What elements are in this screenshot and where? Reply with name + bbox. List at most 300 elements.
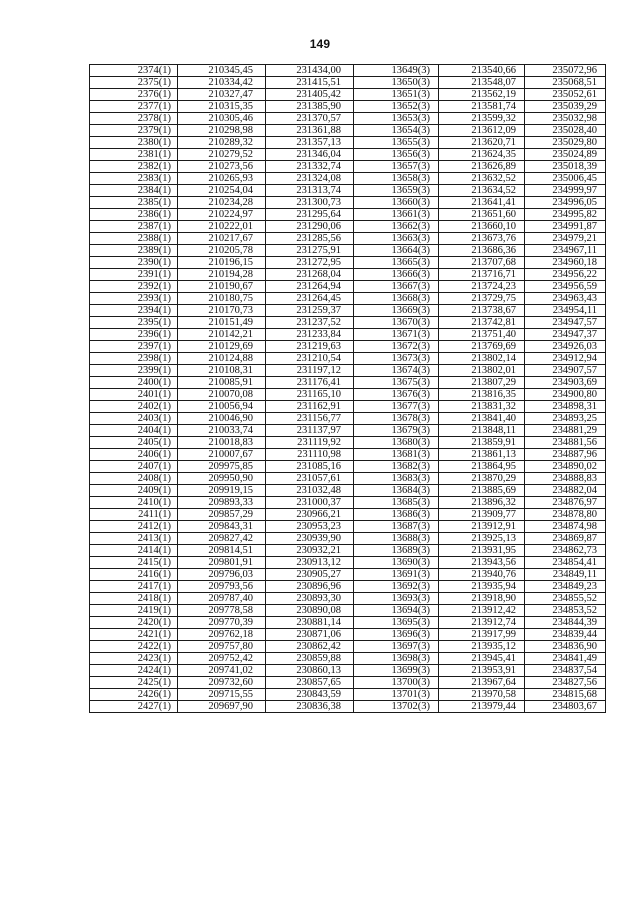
y-coordinate-cell: 230862,42 (266, 641, 354, 653)
point-id-cell: 2416(1) (90, 569, 178, 581)
y-coordinate-cell: 231290,06 (266, 221, 354, 233)
y-coordinate-cell: 234827,56 (525, 677, 606, 689)
table-row (90, 545, 606, 557)
y-coordinate-cell: 231165,10 (266, 389, 354, 401)
x-coordinate-cell: 213599,32 (439, 113, 525, 125)
table-row (90, 521, 606, 533)
table-row (90, 461, 606, 473)
point-id-cell: 13693(3) (354, 593, 439, 605)
x-coordinate-cell: 209827,42 (178, 533, 266, 545)
table-row (90, 473, 606, 485)
point-id-cell: 2424(1) (90, 665, 178, 677)
y-coordinate-cell: 234854,41 (525, 557, 606, 569)
x-coordinate-cell: 210129,69 (178, 341, 266, 353)
y-coordinate-cell: 231233,84 (266, 329, 354, 341)
y-coordinate-cell: 231110,98 (266, 449, 354, 461)
point-id-cell: 2427(1) (90, 701, 178, 713)
point-id-cell: 2376(1) (90, 89, 178, 101)
y-coordinate-cell: 234803,67 (525, 701, 606, 713)
point-id-cell: 13652(3) (354, 101, 439, 113)
point-id-cell: 13682(3) (354, 461, 439, 473)
point-id-cell: 13671(3) (354, 329, 439, 341)
table-row (90, 365, 606, 377)
x-coordinate-cell: 213909,77 (439, 509, 525, 521)
y-coordinate-cell: 231434,00 (266, 65, 354, 77)
y-coordinate-cell: 234876,97 (525, 497, 606, 509)
point-id-cell: 13688(3) (354, 533, 439, 545)
x-coordinate-cell: 209778,58 (178, 605, 266, 617)
x-coordinate-cell: 213967,64 (439, 677, 525, 689)
table-row (90, 581, 606, 593)
y-coordinate-cell: 231085,16 (266, 461, 354, 473)
x-coordinate-cell: 210334,42 (178, 77, 266, 89)
point-id-cell: 2395(1) (90, 317, 178, 329)
y-coordinate-cell: 230953,23 (266, 521, 354, 533)
x-coordinate-cell: 213651,60 (439, 209, 525, 221)
table-row (90, 497, 606, 509)
table-row (90, 101, 606, 113)
y-coordinate-cell: 234874,98 (525, 521, 606, 533)
point-id-cell: 2406(1) (90, 449, 178, 461)
y-coordinate-cell: 231332,74 (266, 161, 354, 173)
point-id-cell: 2417(1) (90, 581, 178, 593)
x-coordinate-cell: 209787,40 (178, 593, 266, 605)
point-id-cell: 13663(3) (354, 233, 439, 245)
y-coordinate-cell: 235018,39 (525, 161, 606, 173)
y-coordinate-cell: 234900,80 (525, 389, 606, 401)
x-coordinate-cell: 210180,75 (178, 293, 266, 305)
point-id-cell: 13683(3) (354, 473, 439, 485)
page-number: 149 (309, 37, 331, 51)
point-id-cell: 2382(1) (90, 161, 178, 173)
table-row (90, 233, 606, 245)
point-id-cell: 13681(3) (354, 449, 439, 461)
x-coordinate-cell: 210018,83 (178, 437, 266, 449)
y-coordinate-cell: 234956,59 (525, 281, 606, 293)
table-row (90, 353, 606, 365)
table-row (90, 329, 606, 341)
table-row (90, 221, 606, 233)
point-id-cell: 13696(3) (354, 629, 439, 641)
y-coordinate-cell: 234967,11 (525, 245, 606, 257)
x-coordinate-cell: 210196,15 (178, 257, 266, 269)
point-id-cell: 13657(3) (354, 161, 439, 173)
table-row (90, 485, 606, 497)
x-coordinate-cell: 213802,14 (439, 353, 525, 365)
y-coordinate-cell: 231268,04 (266, 269, 354, 281)
point-id-cell: 2413(1) (90, 533, 178, 545)
y-coordinate-cell: 231295,64 (266, 209, 354, 221)
y-coordinate-cell: 234995,82 (525, 209, 606, 221)
point-id-cell: 2392(1) (90, 281, 178, 293)
x-coordinate-cell: 213979,44 (439, 701, 525, 713)
y-coordinate-cell: 234926,03 (525, 341, 606, 353)
x-coordinate-cell: 209814,51 (178, 545, 266, 557)
table-row (90, 209, 606, 221)
point-id-cell: 2379(1) (90, 125, 178, 137)
point-id-cell: 13690(3) (354, 557, 439, 569)
point-id-cell: 13700(3) (354, 677, 439, 689)
point-id-cell: 2409(1) (90, 485, 178, 497)
x-coordinate-cell: 213624,35 (439, 149, 525, 161)
point-id-cell: 13654(3) (354, 125, 439, 137)
y-coordinate-cell: 234839,44 (525, 629, 606, 641)
y-coordinate-cell: 235068,51 (525, 77, 606, 89)
y-coordinate-cell: 234887,96 (525, 449, 606, 461)
y-coordinate-cell: 234855,52 (525, 593, 606, 605)
point-id-cell: 13676(3) (354, 389, 439, 401)
x-coordinate-cell: 209752,42 (178, 653, 266, 665)
table-row (90, 161, 606, 173)
y-coordinate-cell: 235028,40 (525, 125, 606, 137)
x-coordinate-cell: 209770,39 (178, 617, 266, 629)
point-id-cell: 2396(1) (90, 329, 178, 341)
point-id-cell: 13672(3) (354, 341, 439, 353)
x-coordinate-cell: 213935,12 (439, 641, 525, 653)
x-coordinate-cell: 213686,36 (439, 245, 525, 257)
x-coordinate-cell: 210315,35 (178, 101, 266, 113)
x-coordinate-cell: 213738,67 (439, 305, 525, 317)
y-coordinate-cell: 234869,87 (525, 533, 606, 545)
x-coordinate-cell: 210289,32 (178, 137, 266, 149)
table-row (90, 173, 606, 185)
y-coordinate-cell: 231385,90 (266, 101, 354, 113)
point-id-cell: 13662(3) (354, 221, 439, 233)
y-coordinate-cell: 234960,18 (525, 257, 606, 269)
x-coordinate-cell: 209796,03 (178, 569, 266, 581)
table-row (90, 569, 606, 581)
x-coordinate-cell: 213742,81 (439, 317, 525, 329)
y-coordinate-cell: 231415,51 (266, 77, 354, 89)
x-coordinate-cell: 213729,75 (439, 293, 525, 305)
point-id-cell: 2405(1) (90, 437, 178, 449)
y-coordinate-cell: 234841,49 (525, 653, 606, 665)
x-coordinate-cell: 213620,71 (439, 137, 525, 149)
y-coordinate-cell: 231324,08 (266, 173, 354, 185)
point-id-cell: 2380(1) (90, 137, 178, 149)
point-id-cell: 2423(1) (90, 653, 178, 665)
y-coordinate-cell: 230896,96 (266, 581, 354, 593)
x-coordinate-cell: 213769,69 (439, 341, 525, 353)
x-coordinate-cell: 213581,74 (439, 101, 525, 113)
y-coordinate-cell: 235072,96 (525, 65, 606, 77)
y-coordinate-cell: 235052,61 (525, 89, 606, 101)
point-id-cell: 13656(3) (354, 149, 439, 161)
x-coordinate-cell: 213548,07 (439, 77, 525, 89)
x-coordinate-cell: 210224,97 (178, 209, 266, 221)
y-coordinate-cell: 235029,80 (525, 137, 606, 149)
x-coordinate-cell: 213931,95 (439, 545, 525, 557)
coordinate-table-body (90, 65, 606, 713)
x-coordinate-cell: 210194,28 (178, 269, 266, 281)
y-coordinate-cell: 231264,94 (266, 281, 354, 293)
point-id-cell: 2420(1) (90, 617, 178, 629)
x-coordinate-cell: 213859,91 (439, 437, 525, 449)
x-coordinate-cell: 213626,89 (439, 161, 525, 173)
point-id-cell: 13699(3) (354, 665, 439, 677)
point-id-cell: 2386(1) (90, 209, 178, 221)
table-row (90, 653, 606, 665)
x-coordinate-cell: 213634,52 (439, 185, 525, 197)
y-coordinate-cell: 234954,11 (525, 305, 606, 317)
y-coordinate-cell: 234903,69 (525, 377, 606, 389)
point-id-cell: 13689(3) (354, 545, 439, 557)
point-id-cell: 2377(1) (90, 101, 178, 113)
x-coordinate-cell: 210273,56 (178, 161, 266, 173)
y-coordinate-cell: 231197,12 (266, 365, 354, 377)
table-row (90, 689, 606, 701)
point-id-cell: 13667(3) (354, 281, 439, 293)
point-id-cell: 2422(1) (90, 641, 178, 653)
point-id-cell: 13678(3) (354, 413, 439, 425)
point-id-cell: 2384(1) (90, 185, 178, 197)
y-coordinate-cell: 234893,25 (525, 413, 606, 425)
point-id-cell: 13670(3) (354, 317, 439, 329)
point-id-cell: 13664(3) (354, 245, 439, 257)
point-id-cell: 13680(3) (354, 437, 439, 449)
point-id-cell: 13650(3) (354, 77, 439, 89)
x-coordinate-cell: 213945,41 (439, 653, 525, 665)
x-coordinate-cell: 210254,04 (178, 185, 266, 197)
x-coordinate-cell: 213861,13 (439, 449, 525, 461)
x-coordinate-cell: 209741,02 (178, 665, 266, 677)
point-id-cell: 13701(3) (354, 689, 439, 701)
y-coordinate-cell: 231000,37 (266, 497, 354, 509)
x-coordinate-cell: 210151,49 (178, 317, 266, 329)
table-row (90, 149, 606, 161)
y-coordinate-cell: 231346,04 (266, 149, 354, 161)
y-coordinate-cell: 231361,88 (266, 125, 354, 137)
point-id-cell: 2394(1) (90, 305, 178, 317)
x-coordinate-cell: 209950,90 (178, 473, 266, 485)
x-coordinate-cell: 213970,58 (439, 689, 525, 701)
point-id-cell: 13669(3) (354, 305, 439, 317)
y-coordinate-cell: 230871,06 (266, 629, 354, 641)
point-id-cell: 2426(1) (90, 689, 178, 701)
table-row (90, 113, 606, 125)
x-coordinate-cell: 213864,95 (439, 461, 525, 473)
point-id-cell: 13649(3) (354, 65, 439, 77)
x-coordinate-cell: 210007,67 (178, 449, 266, 461)
x-coordinate-cell: 210327,47 (178, 89, 266, 101)
table-row (90, 629, 606, 641)
x-coordinate-cell: 210222,01 (178, 221, 266, 233)
x-coordinate-cell: 209757,80 (178, 641, 266, 653)
point-id-cell: 2404(1) (90, 425, 178, 437)
point-id-cell: 2403(1) (90, 413, 178, 425)
y-coordinate-cell: 230966,21 (266, 509, 354, 521)
y-coordinate-cell: 234853,52 (525, 605, 606, 617)
y-coordinate-cell: 230836,38 (266, 701, 354, 713)
y-coordinate-cell: 230913,12 (266, 557, 354, 569)
point-id-cell: 2397(1) (90, 341, 178, 353)
x-coordinate-cell: 213562,19 (439, 89, 525, 101)
y-coordinate-cell: 231300,73 (266, 197, 354, 209)
y-coordinate-cell: 230859,88 (266, 653, 354, 665)
point-id-cell: 2411(1) (90, 509, 178, 521)
y-coordinate-cell: 235024,89 (525, 149, 606, 161)
x-coordinate-cell: 209801,91 (178, 557, 266, 569)
x-coordinate-cell: 209975,85 (178, 461, 266, 473)
point-id-cell: 2425(1) (90, 677, 178, 689)
table-row (90, 65, 606, 77)
y-coordinate-cell: 234836,90 (525, 641, 606, 653)
y-coordinate-cell: 230890,08 (266, 605, 354, 617)
y-coordinate-cell: 234956,22 (525, 269, 606, 281)
y-coordinate-cell: 235039,29 (525, 101, 606, 113)
x-coordinate-cell: 213816,35 (439, 389, 525, 401)
x-coordinate-cell: 210056,94 (178, 401, 266, 413)
x-coordinate-cell: 213940,76 (439, 569, 525, 581)
point-id-cell: 13658(3) (354, 173, 439, 185)
point-id-cell: 13677(3) (354, 401, 439, 413)
x-coordinate-cell: 210033,74 (178, 425, 266, 437)
table-row (90, 425, 606, 437)
y-coordinate-cell: 234849,11 (525, 569, 606, 581)
y-coordinate-cell: 230857,65 (266, 677, 354, 689)
y-coordinate-cell: 234878,80 (525, 509, 606, 521)
table-row (90, 401, 606, 413)
y-coordinate-cell: 234991,87 (525, 221, 606, 233)
table-row (90, 509, 606, 521)
x-coordinate-cell: 213612,09 (439, 125, 525, 137)
point-id-cell: 13686(3) (354, 509, 439, 521)
point-id-cell: 13653(3) (354, 113, 439, 125)
table-row (90, 617, 606, 629)
x-coordinate-cell: 209762,18 (178, 629, 266, 641)
coordinate-table (89, 64, 606, 713)
x-coordinate-cell: 209843,31 (178, 521, 266, 533)
y-coordinate-cell: 231156,77 (266, 413, 354, 425)
y-coordinate-cell: 230893,30 (266, 593, 354, 605)
table-row (90, 89, 606, 101)
point-id-cell: 2415(1) (90, 557, 178, 569)
y-coordinate-cell: 234888,83 (525, 473, 606, 485)
x-coordinate-cell: 210046,90 (178, 413, 266, 425)
table-row (90, 605, 606, 617)
y-coordinate-cell: 231162,91 (266, 401, 354, 413)
y-coordinate-cell: 230939,90 (266, 533, 354, 545)
y-coordinate-cell: 234837,54 (525, 665, 606, 677)
point-id-cell: 2391(1) (90, 269, 178, 281)
point-id-cell: 2385(1) (90, 197, 178, 209)
point-id-cell: 13695(3) (354, 617, 439, 629)
point-id-cell: 2398(1) (90, 353, 178, 365)
x-coordinate-cell: 210070,08 (178, 389, 266, 401)
y-coordinate-cell: 230905,27 (266, 569, 354, 581)
y-coordinate-cell: 231057,61 (266, 473, 354, 485)
x-coordinate-cell: 213831,32 (439, 401, 525, 413)
point-id-cell: 2414(1) (90, 545, 178, 557)
y-coordinate-cell: 234882,04 (525, 485, 606, 497)
point-id-cell: 13659(3) (354, 185, 439, 197)
y-coordinate-cell: 234996,05 (525, 197, 606, 209)
x-coordinate-cell: 210345,45 (178, 65, 266, 77)
x-coordinate-cell: 213807,29 (439, 377, 525, 389)
y-coordinate-cell: 231275,91 (266, 245, 354, 257)
x-coordinate-cell: 209793,56 (178, 581, 266, 593)
y-coordinate-cell: 231219,63 (266, 341, 354, 353)
y-coordinate-cell: 231032,48 (266, 485, 354, 497)
y-coordinate-cell: 234881,29 (525, 425, 606, 437)
table-row (90, 317, 606, 329)
x-coordinate-cell: 209697,90 (178, 701, 266, 713)
x-coordinate-cell: 210234,28 (178, 197, 266, 209)
point-id-cell: 2375(1) (90, 77, 178, 89)
y-coordinate-cell: 230843,59 (266, 689, 354, 701)
y-coordinate-cell: 234979,21 (525, 233, 606, 245)
table-row (90, 557, 606, 569)
point-id-cell: 13702(3) (354, 701, 439, 713)
x-coordinate-cell: 210142,21 (178, 329, 266, 341)
x-coordinate-cell: 210085,91 (178, 377, 266, 389)
y-coordinate-cell: 234862,73 (525, 545, 606, 557)
point-id-cell: 13692(3) (354, 581, 439, 593)
point-id-cell: 13668(3) (354, 293, 439, 305)
point-id-cell: 2400(1) (90, 377, 178, 389)
point-id-cell: 2387(1) (90, 221, 178, 233)
y-coordinate-cell: 234890,02 (525, 461, 606, 473)
x-coordinate-cell: 209732,60 (178, 677, 266, 689)
point-id-cell: 2390(1) (90, 257, 178, 269)
point-id-cell: 13697(3) (354, 641, 439, 653)
point-id-cell: 13665(3) (354, 257, 439, 269)
x-coordinate-cell: 210170,73 (178, 305, 266, 317)
x-coordinate-cell: 209857,29 (178, 509, 266, 521)
x-coordinate-cell: 213953,91 (439, 665, 525, 677)
x-coordinate-cell: 213707,68 (439, 257, 525, 269)
point-id-cell: 13673(3) (354, 353, 439, 365)
y-coordinate-cell: 231357,13 (266, 137, 354, 149)
point-id-cell: 13691(3) (354, 569, 439, 581)
y-coordinate-cell: 235006,45 (525, 173, 606, 185)
point-id-cell: 2401(1) (90, 389, 178, 401)
point-id-cell: 13651(3) (354, 89, 439, 101)
x-coordinate-cell: 213841,40 (439, 413, 525, 425)
point-id-cell: 2410(1) (90, 497, 178, 509)
x-coordinate-cell: 213632,52 (439, 173, 525, 185)
x-coordinate-cell: 213716,71 (439, 269, 525, 281)
point-id-cell: 2378(1) (90, 113, 178, 125)
point-id-cell: 13675(3) (354, 377, 439, 389)
point-id-cell: 2402(1) (90, 401, 178, 413)
table-row (90, 593, 606, 605)
table-row (90, 269, 606, 281)
x-coordinate-cell: 213641,41 (439, 197, 525, 209)
x-coordinate-cell: 210124,88 (178, 353, 266, 365)
table-row (90, 641, 606, 653)
x-coordinate-cell: 213751,40 (439, 329, 525, 341)
x-coordinate-cell: 210205,78 (178, 245, 266, 257)
table-row (90, 701, 606, 713)
y-coordinate-cell: 231313,74 (266, 185, 354, 197)
point-id-cell: 2407(1) (90, 461, 178, 473)
y-coordinate-cell: 231137,97 (266, 425, 354, 437)
x-coordinate-cell: 209919,15 (178, 485, 266, 497)
x-coordinate-cell: 210279,52 (178, 149, 266, 161)
x-coordinate-cell: 210305,46 (178, 113, 266, 125)
x-coordinate-cell: 213673,76 (439, 233, 525, 245)
x-coordinate-cell: 209893,33 (178, 497, 266, 509)
point-id-cell: 13685(3) (354, 497, 439, 509)
table-row (90, 305, 606, 317)
y-coordinate-cell: 231210,54 (266, 353, 354, 365)
x-coordinate-cell: 210298,98 (178, 125, 266, 137)
point-id-cell: 13655(3) (354, 137, 439, 149)
y-coordinate-cell: 230860,13 (266, 665, 354, 677)
table-row (90, 389, 606, 401)
x-coordinate-cell: 213724,23 (439, 281, 525, 293)
